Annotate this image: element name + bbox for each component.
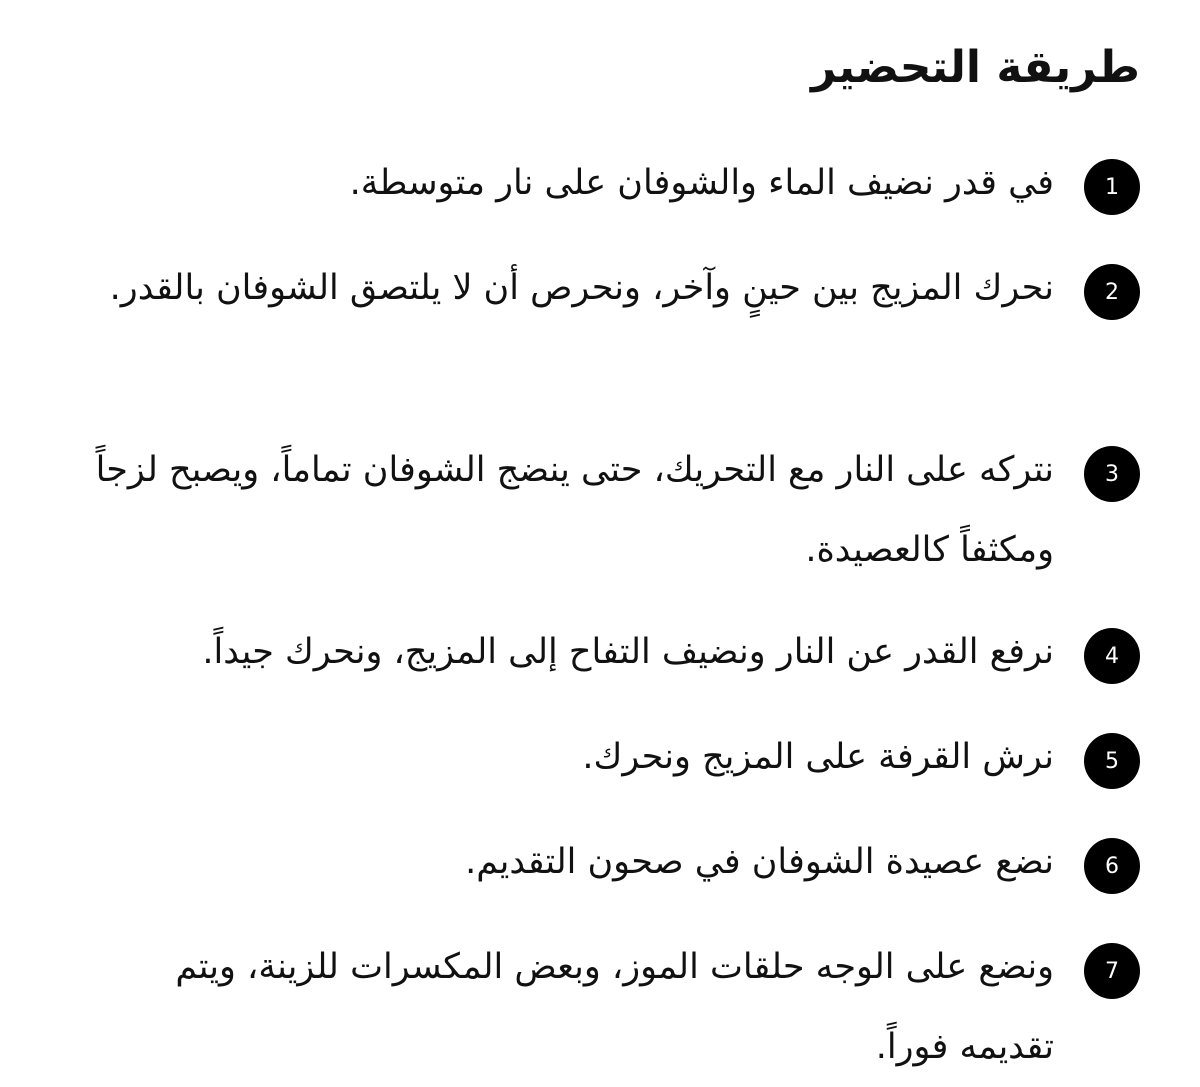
step-3 xyxy=(60,442,1140,590)
step-number-badge: 3 xyxy=(1084,446,1140,502)
step-6 xyxy=(60,834,1140,902)
step-number-badge: 4 xyxy=(1084,628,1140,684)
step-text: في قدر نضيف الماء والشوفان على نار متوسطة. xyxy=(349,163,1054,203)
step-7 xyxy=(60,939,1140,1087)
step-number-badge: 7 xyxy=(1084,943,1140,999)
step-text: نضع عصيدة الشوفان في صحون التقديم. xyxy=(465,842,1054,882)
step-number-badge: 1 xyxy=(1084,159,1140,215)
step-text: نتركه على النار مع التحريك، حتى ينضج الشوفان تماماً، ويصبح لزجاً ومكثفاً كالعصيدة. xyxy=(95,450,1054,570)
step-number-badge: 2 xyxy=(1084,264,1140,320)
step-text: ونضع على الوجه حلقات الموز، وبعض المكسرات للزينة، ويتم تقديمه فوراً. xyxy=(175,947,1054,1067)
step-text: نرش القرفة على المزيج ونحرك. xyxy=(582,737,1054,777)
step-number-badge: 5 xyxy=(1084,733,1140,789)
section-title: طريقة التحضير xyxy=(811,42,1140,93)
step-2 xyxy=(60,260,1140,328)
step-4 xyxy=(60,624,1140,692)
step-text: نرفع القدر عن النار ونضيف التفاح إلى المزيج، ونحرك جيداً. xyxy=(202,632,1054,672)
step-1 xyxy=(60,155,1140,223)
step-5 xyxy=(60,729,1140,797)
step-text: نحرك المزيج بين حينٍ وآخر، ونحرص أن لا يلتصق الشوفان بالقدر. xyxy=(109,268,1054,308)
step-number-badge: 6 xyxy=(1084,838,1140,894)
